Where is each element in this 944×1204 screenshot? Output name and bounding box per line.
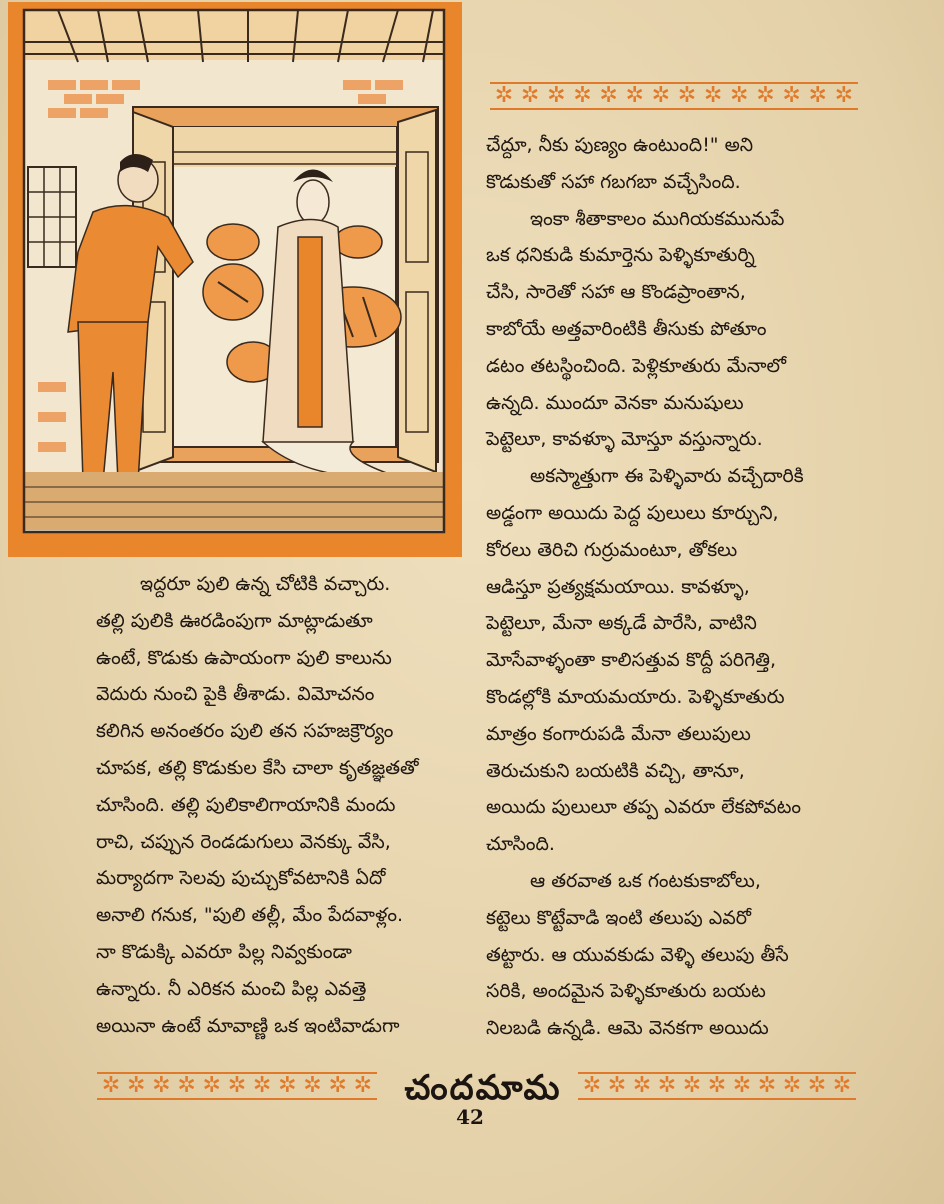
text-line: చూసింది. [486, 833, 555, 856]
text-line: తెరుచుకుని బయటికి వచ్చి, తానూ, [486, 759, 745, 782]
text-line: ఒక ధనికుడి కుమార్తెను పెళ్ళికూతుర్ని [486, 244, 755, 267]
text-line: తట్టారు. ఆ యువకుడు వెళ్ళి తలుపు తీసే [486, 943, 789, 966]
text-line: కొండల్లోకి మాయమయారు. పెళ్ళికూతురు [486, 685, 785, 708]
text-line: చూపక, తల్లి కొడుకుల కేసి చాలా కృతజ్ఞతతో [96, 756, 419, 779]
text-line: అనాలి గనుక, "పులి తల్లీ, మేం పేదవాళ్లం. [96, 904, 404, 927]
text-line: ఉన్నది. ముందూ వెనకా మనుషులు [486, 391, 744, 414]
text-line: అకస్మాత్తుగా ఈ పెళ్ళివారు వచ్చేదారికి [530, 465, 804, 488]
left-text-column [96, 566, 462, 1044]
text-line: ఉంటే, కొడుకు ఉపాయంగా పులి కాలును [96, 646, 392, 669]
text-line: చేసి, సారెతో సహా ఆ కొండప్రాంతాన, [486, 281, 746, 304]
text-line: కోరలు తెరిచి గుర్రుమంటూ, తోకలు [486, 538, 738, 561]
text-line: మాత్రం కంగారుపడి మేనా తలుపులు [486, 722, 751, 745]
text-line: ఆ తరవాత ఒక గంటకుకాబోలు, [530, 869, 761, 892]
text-line: సరికి, అందమైన పెళ్ళికూతురు బయట [486, 980, 766, 1003]
text-line: కలిగిన అనంతరం పులి తన సహజక్రౌర్యం [96, 720, 394, 743]
text-line: పెట్టెలూ, మేనా అక్కడే పారేసి, వాటిని [486, 612, 757, 635]
text-line: కట్టెలు కొట్టేవాడి ఇంటి తలుపు ఎవరో [486, 906, 751, 929]
text-line: అడ్డంగా అయిదు పెద్ద పులులు కూర్చుని, [486, 501, 779, 524]
text-line: ఉన్నారు. నీ ఎరికన మంచి పిల్ల ఎవత్తె [96, 977, 367, 1000]
text-line: నా కొడుక్కి ఎవరూ పిల్ల నివ్వకుండా [96, 940, 352, 963]
bottom-right-ornament: ✲ ✲ ✲ ✲ ✲ ✲ ✲ ✲ ✲ ✲ ✲ [578, 1072, 856, 1100]
text-line: ఆడిస్తూ ప్రత్యక్షమయాయి. కావళ్ళూ, [486, 575, 750, 598]
text-line: రాచి, చప్పున రెండడుగులు వెనక్కు వేసి, [96, 830, 391, 853]
text-line: మర్యాదగా సెలవు పుచ్చుకోవటానికి ఏదో [96, 867, 386, 890]
text-line: తల్లి పులికి ఊరడింపుగా మాట్లాడుతూ [96, 609, 373, 632]
page-number: 42 [456, 1105, 484, 1129]
text-line: పెట్టెలూ, కావళ్ళూ మోస్తూ వస్తున్నారు. [486, 428, 763, 451]
right-text-column [486, 127, 864, 1047]
text-line: డటం తటస్థించింది. పెళ్లికూతురు మేనాలో [486, 354, 787, 377]
text-line: ఇద్దరూ పులి ఉన్న చోటికి వచ్చారు. [140, 573, 391, 595]
text-line: కాబోయే అత్తవారింటికి తీసుకు పోతూం [486, 317, 767, 340]
magazine-masthead: చందమామ [404, 1068, 562, 1108]
text-line: చేద్దూ, నీకు పుణ్యం ఉంటుంది!" అని [486, 134, 754, 156]
text-line: చూసింది. తల్లి పులికాలిగాయానికి మందు [96, 793, 396, 816]
text-line: నిలబడి ఉన్నడి. ఆమె వెనకగా అయిదు [486, 1017, 769, 1040]
text-line: అయినా ఉంటే మావాణ్ణి ఒక ఇంటివాడుగా [96, 1014, 400, 1037]
text-line: కొడుకుతో సహా గబగబా వచ్చేసింది. [486, 170, 741, 193]
text-line: మోసేవాళ్ళంతా కాలిసత్తువ కొద్దీ పరిగెత్తి, [486, 649, 777, 672]
bottom-left-ornament: ✲ ✲ ✲ ✲ ✲ ✲ ✲ ✲ ✲ ✲ ✲ [97, 1072, 377, 1100]
text-line: ఇంకా శీతాకాలం ముగియకమునుపే [530, 207, 785, 230]
text-line: అయిదు పులులూ తప్ప ఎవరూ లేకపోవటం [486, 796, 802, 819]
text-line: వెదురు నుంచి పైకి తీశాడు. విమోచనం [96, 683, 375, 706]
story-illustration [8, 2, 462, 557]
top-ornament-border: ✲ ✲ ✲ ✲ ✲ ✲ ✲ ✲ ✲ ✲ ✲ ✲ ✲ ✲ [490, 82, 858, 110]
